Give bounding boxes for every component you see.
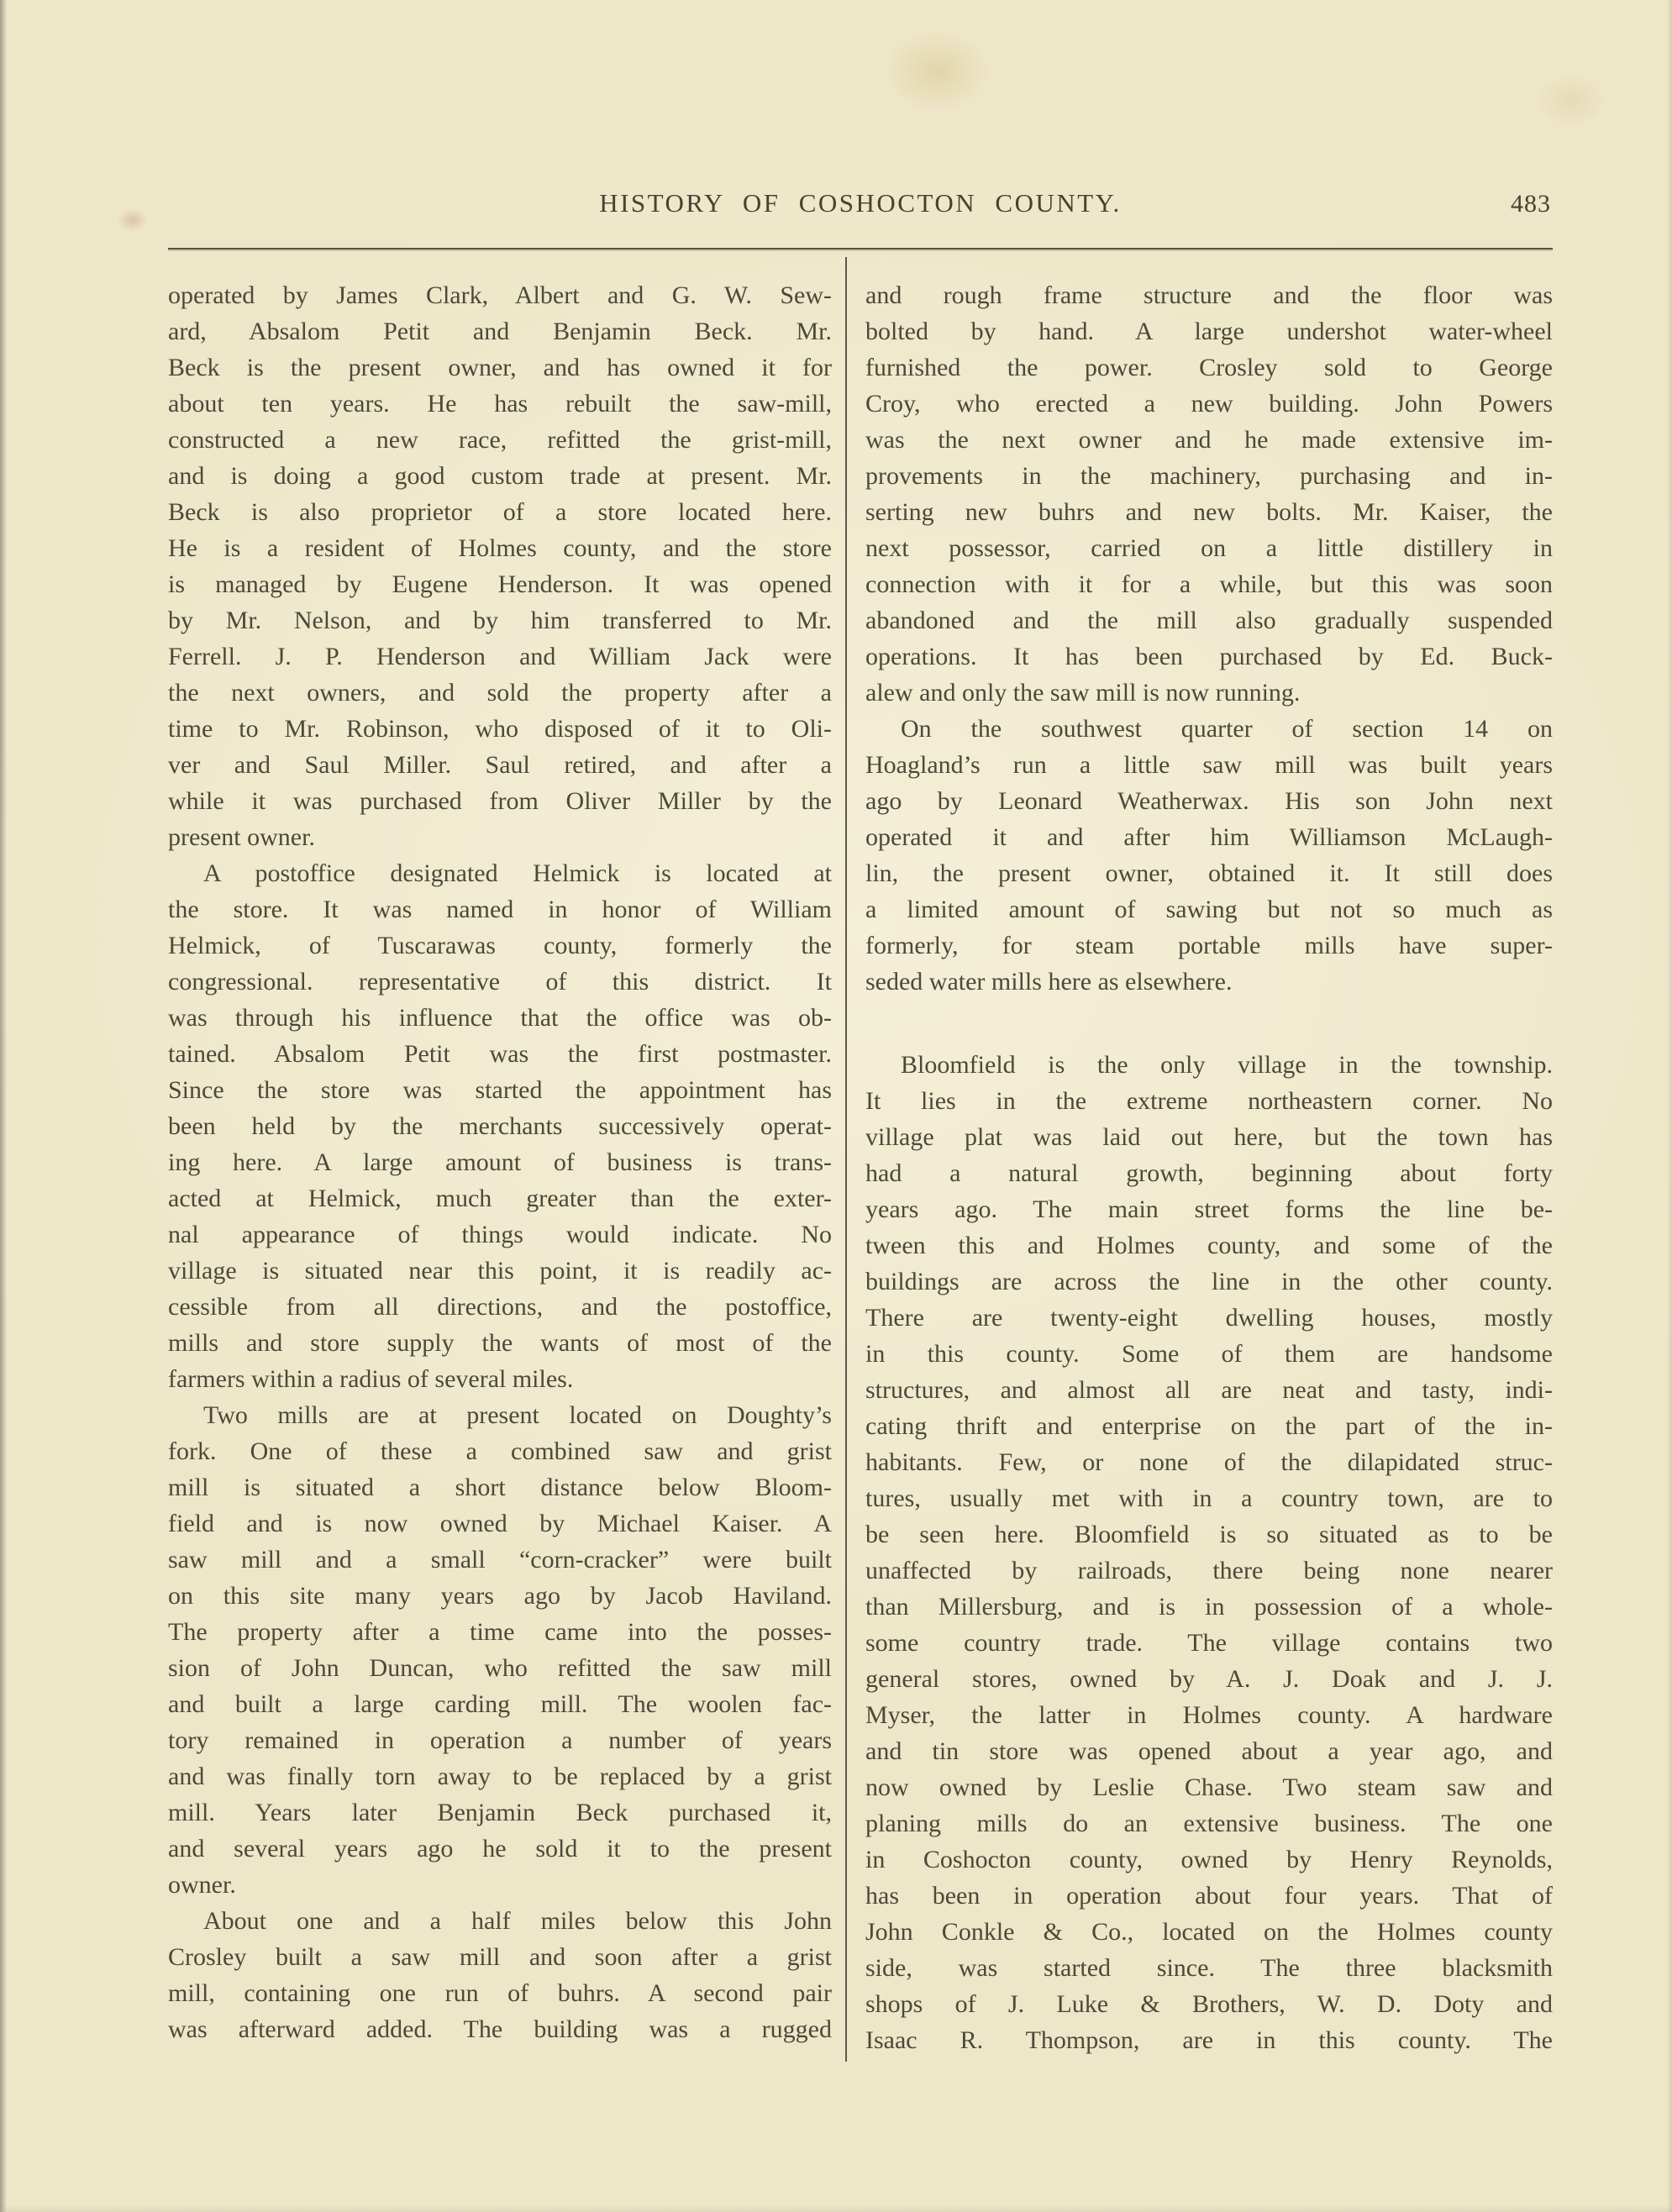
- text-line: the store. It was named in honor of William: [168, 896, 832, 923]
- paragraph: [168, 855, 832, 1397]
- paragraph: [168, 1397, 832, 1903]
- text-line: Hoagland’s run a little saw mill was built years: [865, 751, 1553, 779]
- text-line: constructed a new race, refitted the grist-mill,: [168, 426, 832, 454]
- text-line: fork. One of these a combined saw and grist: [168, 1437, 832, 1465]
- text-line: Isaac R. Thompson, are in this county. The: [865, 2026, 1553, 2054]
- text-line: It lies in the extreme northeastern corner. No: [865, 1087, 1553, 1115]
- text-line: Myser, the latter in Holmes county. A hardware: [865, 1701, 1553, 1729]
- text-line: time to Mr. Robinson, who disposed of it to Oli-: [168, 715, 832, 743]
- header-rule: [168, 248, 1553, 250]
- text-line: Beck is also proprietor of a store located here.: [168, 498, 832, 526]
- text-line: There are twenty-eight dwelling houses, mostly: [865, 1304, 1553, 1332]
- text-line: tory remained in operation a number of years: [168, 1726, 832, 1754]
- text-line: side, was started since. The three blacksmith: [865, 1954, 1553, 1982]
- text-line: He is a resident of Holmes county, and the store: [168, 534, 832, 562]
- column-divider: [845, 257, 847, 2062]
- paragraph: [865, 1047, 1553, 2058]
- paragraph: [168, 1903, 832, 2047]
- text-line: field and is now owned by Michael Kaiser. A: [168, 1510, 832, 1537]
- text-line: planing mills do an extensive business. The one: [865, 1810, 1553, 1837]
- text-line: On the southwest quarter of section 14 on: [901, 715, 1553, 743]
- text-line: saw mill and a small “corn-cracker” were built: [168, 1546, 832, 1574]
- text-line: John Conkle & Co., located on the Holmes county: [865, 1918, 1553, 1946]
- right-column: [865, 277, 1553, 2058]
- text-line: and was finally torn away to be replaced by a grist: [168, 1763, 832, 1790]
- text-line: is managed by Eugene Henderson. It was opened: [168, 570, 832, 598]
- text-line: furnished the power. Crosley sold to George: [865, 354, 1553, 381]
- text-line: some country trade. The village contains two: [865, 1629, 1553, 1657]
- text-line: ver and Saul Miller. Saul retired, and after a: [168, 751, 832, 779]
- text-line: and built a large carding mill. The woolen fac-: [168, 1690, 832, 1718]
- text-line: ard, Absalom Petit and Benjamin Beck. Mr.: [168, 318, 832, 345]
- text-line: congressional. representative of this district. It: [168, 968, 832, 996]
- text-line: a limited amount of sawing but not so much as: [865, 896, 1553, 923]
- text-line: operated it and after him Williamson McLaugh-: [865, 823, 1553, 851]
- text-line: was afterward added. The building was a rugged: [168, 2015, 832, 2043]
- text-line: the next owners, and sold the property after a: [168, 679, 832, 707]
- text-line: in Coshocton county, owned by Henry Reynolds,: [865, 1846, 1553, 1873]
- text-line: formerly, for steam portable mills have super-: [865, 932, 1553, 959]
- text-line: A postoffice designated Helmick is located at: [203, 859, 832, 887]
- page-header-title: HISTORY OF COSHOCTON COUNTY.: [599, 188, 1122, 218]
- text-line: structures, and almost all are neat and tasty, indi-: [865, 1376, 1553, 1404]
- text-line: village plat was laid out here, but the town has: [865, 1123, 1553, 1151]
- text-line: and tin store was opened about a year ago, and: [865, 1737, 1553, 1765]
- text-line: had a natural growth, beginning about forty: [865, 1159, 1553, 1187]
- text-line: sion of John Duncan, who refitted the saw mill: [168, 1654, 832, 1682]
- text-line: years ago. The main street forms the line be-: [865, 1195, 1553, 1223]
- text-line: buildings are across the line in the other county.: [865, 1268, 1553, 1295]
- text-line: abandoned and the mill also gradually suspended: [865, 607, 1553, 634]
- text-line: Two mills are at present located on Doughty’s: [203, 1401, 832, 1429]
- text-line: alew and only the saw mill is now running.: [865, 679, 1301, 707]
- text-line: next possessor, carried on a little distillery in: [865, 534, 1553, 562]
- text-line: mill, containing one run of buhrs. A second pair: [168, 1979, 832, 2007]
- text-line: and is doing a good custom trade at present. Mr.: [168, 462, 832, 490]
- text-line: and rough frame structure and the floor was: [865, 281, 1553, 309]
- text-line: than Millersburg, and is in possession of a whole-: [865, 1593, 1553, 1621]
- page-number: 483: [1511, 190, 1551, 218]
- text-line: Beck is the present owner, and has owned it for: [168, 354, 832, 381]
- text-line: was the next owner and he made extensive im-: [865, 426, 1553, 454]
- text-line: about ten years. He has rebuilt the saw-mill,: [168, 390, 832, 418]
- text-line: The property after a time came into the posses-: [168, 1618, 832, 1646]
- text-line: mill. Years later Benjamin Beck purchased it,: [168, 1799, 832, 1826]
- text-line: Bloomfield is the only village in the township.: [901, 1051, 1553, 1079]
- text-line: and several years ago he sold it to the present: [168, 1835, 832, 1863]
- text-line: was through his influence that the office was ob-: [168, 1004, 832, 1032]
- text-line: bolted by hand. A large undershot water-wheel: [865, 318, 1553, 345]
- text-line: in this county. Some of them are handsome: [865, 1340, 1553, 1368]
- text-line: shops of J. Luke & Brothers, W. D. Doty and: [865, 1990, 1553, 2018]
- text-line: operations. It has been purchased by Ed. Buck-: [865, 643, 1553, 670]
- text-line: Croy, who erected a new building. John Powers: [865, 390, 1553, 418]
- text-line: unaffected by railroads, there being none nearer: [865, 1557, 1553, 1584]
- text-line: Crosley built a saw mill and soon after a grist: [168, 1943, 832, 1971]
- text-line: acted at Helmick, much greater than the exter-: [168, 1185, 832, 1212]
- text-line: mill is situated a short distance below Bloom-: [168, 1474, 832, 1501]
- left-column: [168, 277, 832, 2047]
- text-line: village is situated near this point, it is readily ac-: [168, 1257, 832, 1285]
- text-line: has been in operation about four years. That of: [865, 1882, 1553, 1910]
- text-line: seded water mills here as elsewhere.: [865, 968, 1233, 996]
- text-line: tween this and Holmes county, and some of the: [865, 1232, 1553, 1259]
- text-line: on this site many years ago by Jacob Haviland.: [168, 1582, 832, 1610]
- text-line: present owner.: [168, 823, 315, 851]
- text-line: provements in the machinery, purchasing and in-: [865, 462, 1553, 490]
- text-line: ago by Leonard Weatherwax. His son John next: [865, 787, 1553, 815]
- text-line: Helmick, of Tuscarawas county, formerly the: [168, 932, 832, 959]
- text-line: lin, the present owner, obtained it. It still does: [865, 859, 1553, 887]
- text-line: serting new buhrs and new bolts. Mr. Kaiser, the: [865, 498, 1553, 526]
- text-line: nal appearance of things would indicate. No: [168, 1221, 832, 1248]
- text-line: farmers within a radius of several miles.: [168, 1365, 574, 1393]
- text-line: cessible from all directions, and the postoffice,: [168, 1293, 832, 1321]
- paragraph: [168, 277, 832, 855]
- text-line: Since the store was started the appointment has: [168, 1076, 832, 1104]
- text-line: connection with it for a while, but this was soon: [865, 570, 1553, 598]
- text-line: cating thrift and enterprise on the part of the in-: [865, 1412, 1553, 1440]
- text-line: while it was purchased from Oliver Miller by the: [168, 787, 832, 815]
- text-line: be seen here. Bloomfield is so situated as to be: [865, 1521, 1553, 1548]
- text-line: operated by James Clark, Albert and G. W. Sew-: [168, 281, 832, 309]
- text-line: by Mr. Nelson, and by him transferred to Mr.: [168, 607, 832, 634]
- text-line: habitants. Few, or none of the dilapidated struc-: [865, 1448, 1553, 1476]
- paragraph: [865, 277, 1553, 711]
- text-line: ing here. A large amount of business is trans-: [168, 1148, 832, 1176]
- text-line: owner.: [168, 1871, 236, 1899]
- text-line: mills and store supply the wants of most of the: [168, 1329, 832, 1357]
- text-line: About one and a half miles below this John: [203, 1907, 832, 1935]
- text-line: been held by the merchants successively operat-: [168, 1112, 832, 1140]
- text-line: tures, usually met with in a country town, are to: [865, 1484, 1553, 1512]
- text-line: general stores, owned by A. J. Doak and J. J.: [865, 1665, 1553, 1693]
- text-line: now owned by Leslie Chase. Two steam saw and: [865, 1773, 1553, 1801]
- text-line: Ferrell. J. P. Henderson and William Jack were: [168, 643, 832, 670]
- paragraph: [865, 711, 1553, 1000]
- page-content: [168, 0, 1553, 2212]
- text-line: tained. Absalom Petit was the first postmaster.: [168, 1040, 832, 1068]
